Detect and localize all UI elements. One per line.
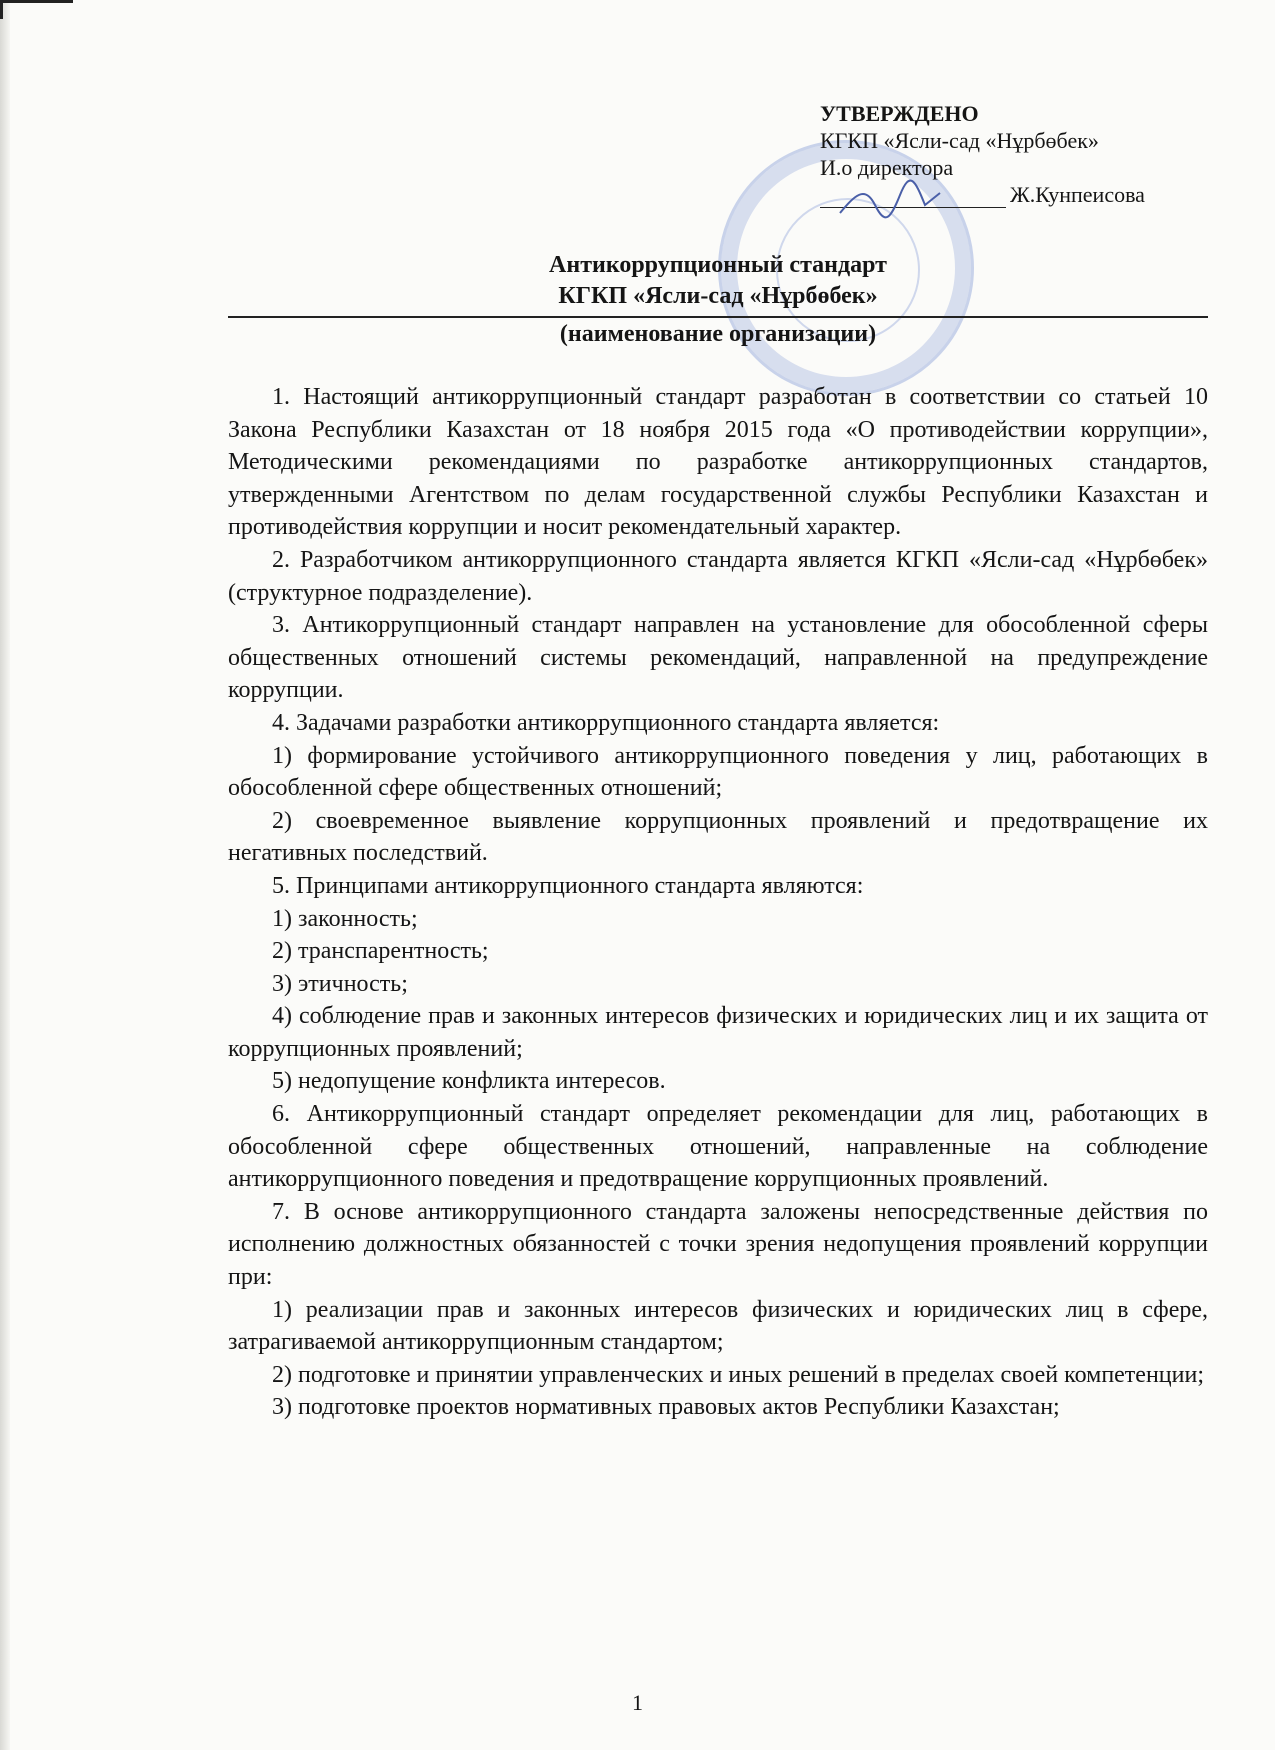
list-item: 3) этичность;	[272, 970, 408, 997]
paragraph: 1. Настоящий антикоррупционный стандарт разработан в соответствии со статьей 10 Закона Республики Казахстан от 18 ноября 2015 года «О противодействии коррупции», Методическими рекомендациями по разработке антикоррупционных стандартов, утвержденными Агентством по делам государственной службы Республики Казахстан и противодействия коррупции и носит рекомендательный характер.	[228, 384, 1208, 541]
paragraph: 7. В основе антикоррупционного стандарта заложены непосредственные действия по исполнению должностных обязанностей с точки зрения недопущения проявлений коррупции при:	[228, 1198, 1208, 1291]
list-item: 1) формирование устойчивого антикоррупционного поведения у лиц, работающих в обособленной сфере общественных отношений;	[228, 742, 1208, 802]
approval-heading: УТВЕРЖДЕНО	[820, 101, 979, 126]
handwritten-signature	[830, 175, 950, 225]
list-item: 2) своевременное выявление коррупционных проявлений и предотвращение их негативных последствий.	[228, 807, 1208, 867]
paragraph: 2. Разработчиком антикоррупционного стандарта является КГКП «Ясли-сад «Нұрбөбек» (структурное подразделение).	[228, 546, 1208, 606]
approval-organization: КГКП «Ясли-сад «Нұрбөбек»	[820, 128, 1099, 153]
scan-corner-mark	[0, 0, 73, 19]
document-title: Антикоррупционный стандарт	[549, 252, 887, 278]
paragraph: 5. Принципами антикоррупционного стандарта являются:	[272, 872, 864, 899]
signatory-name: Ж.Кунпеисова	[1010, 182, 1145, 207]
list-item: 4) соблюдение прав и законных интересов физических и юридических лиц и их защита от коррупционных проявлений;	[228, 1003, 1208, 1062]
organization-caption: (наименование организации)	[559, 321, 877, 347]
paragraph: 4. Задачами разработки антикоррупционного стандарта является:	[272, 709, 940, 736]
list-item: 2) подготовке и принятии управленческих и иных решений в пределах своей компетенции;	[272, 1361, 1204, 1388]
list-item: 1) реализации прав и законных интересов физических и юридических лиц в сфере, затрагиваемой антикоррупционным стандартом;	[228, 1296, 1208, 1356]
scan-edge	[0, 0, 10, 1750]
list-item: 3) подготовке проектов нормативных правовых актов Республики Казахстан;	[272, 1394, 1060, 1421]
paragraph: 6. Антикоррупционный стандарт определяет рекомендации для лиц, работающих в обособленной сфере общественных отношений, направленные на соблюдение антикоррупционного поведения и предотвращение коррупционных проявлений.	[228, 1101, 1208, 1193]
list-item: 5) недопущение конфликта интересов.	[272, 1068, 666, 1095]
document-body	[228, 381, 1208, 1424]
list-item: 2) транспарентность;	[272, 938, 489, 965]
paragraph: 3. Антикоррупционный стандарт направлен на установление для обособленной сферы общественных отношений системы рекомендаций, направленной на предупреждение коррупции.	[228, 612, 1208, 704]
list-item: 1) законность;	[272, 905, 418, 932]
page-number: 1	[632, 1690, 643, 1715]
organization-title: КГКП «Ясли-сад «Нұрбөбек»	[558, 283, 878, 309]
approval-position: И.о директора	[820, 155, 954, 180]
